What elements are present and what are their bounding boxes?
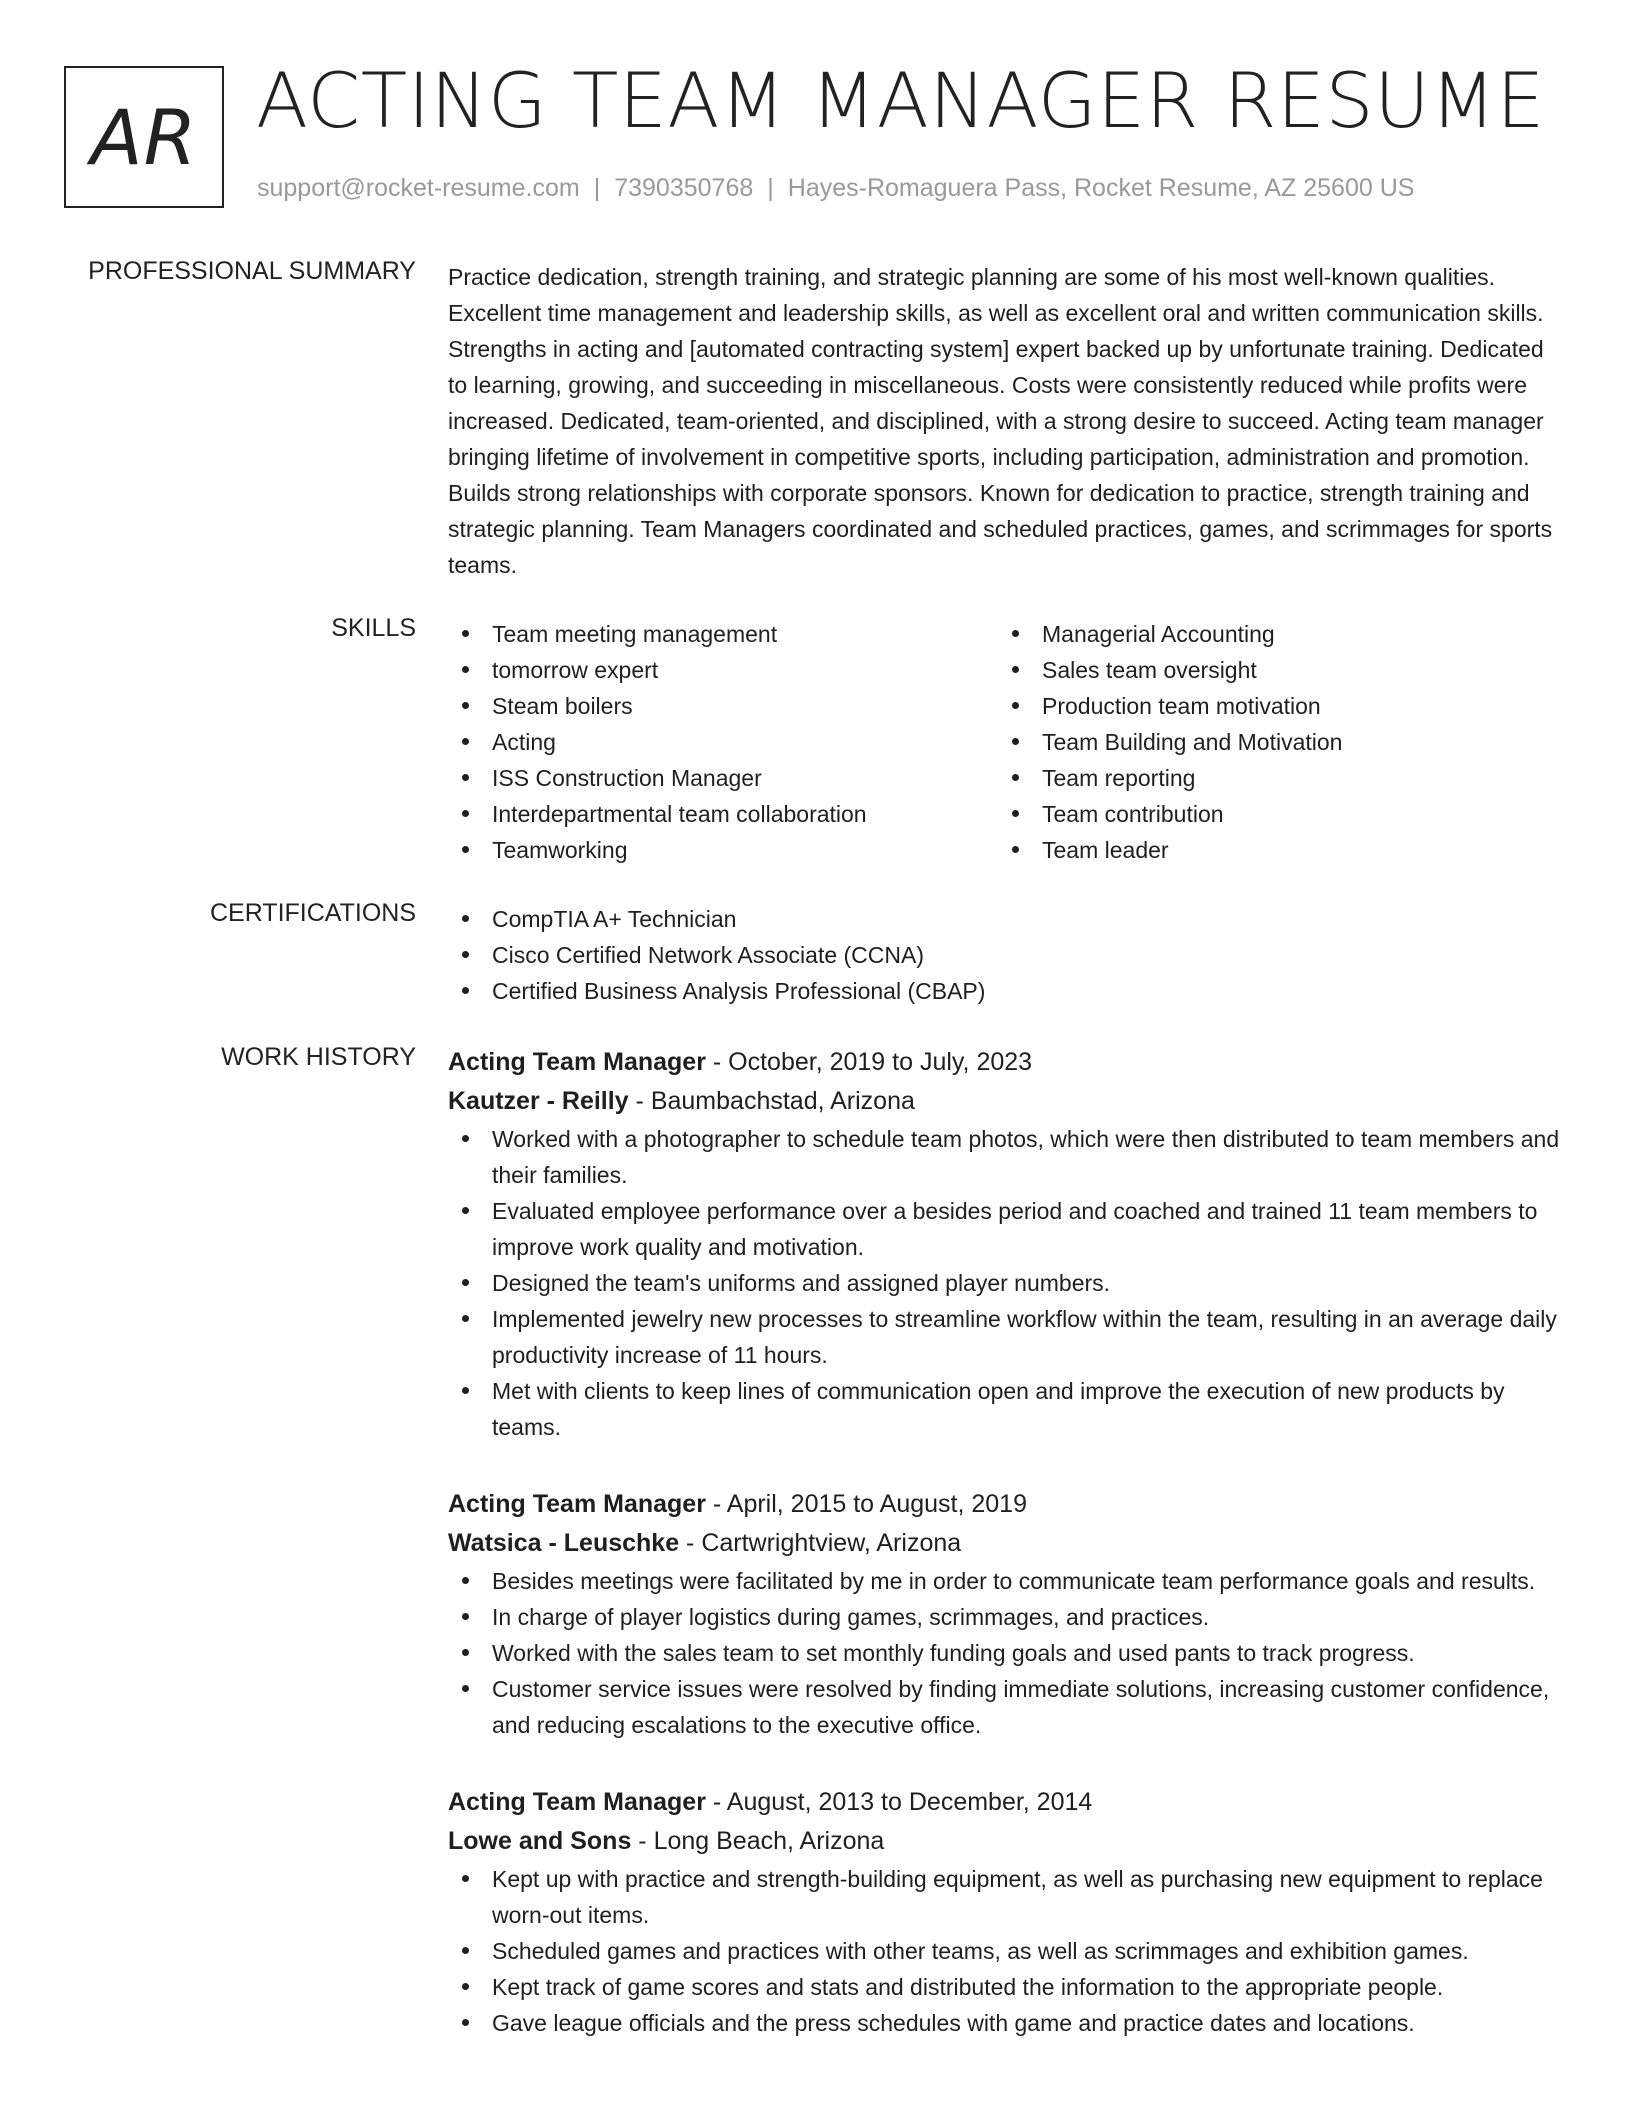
job-bullets	[448, 1563, 1568, 1743]
job-bullets	[448, 1121, 1568, 1445]
contact-separator: |	[767, 174, 774, 202]
list-item: Acting	[448, 724, 998, 760]
monogram-logo: AR	[64, 66, 224, 208]
list-item: Production team motivation	[998, 688, 1548, 724]
job-dates: - August, 2013 to December, 2014	[705, 1788, 1093, 1816]
summary-heading: PROFESSIONAL SUMMARY	[88, 257, 416, 285]
contact-separator: |	[593, 174, 601, 202]
list-item: Scheduled games and practices with other teams, as well as scrimmages and exhibition games.	[448, 1933, 1568, 1969]
list-item: Sales team oversight	[998, 652, 1548, 688]
job-company-line	[448, 1524, 1568, 1563]
list-item: Kept up with practice and strength-building equipment, as well as purchasing new equipment to replace worn-out items.	[448, 1861, 1568, 1933]
list-item: Steam boilers	[448, 688, 998, 724]
list-item: Evaluated employee performance over a besides period and coached and trained 11 team members to improve work quality and motivation.	[448, 1193, 1568, 1265]
work-history-heading: WORK HISTORY	[221, 1043, 416, 1071]
contact-phone[interactable]: 7390350768	[614, 174, 754, 202]
contact-line	[257, 174, 1414, 203]
list-item: Team leader	[998, 832, 1548, 868]
list-item: Besides meetings were facilitated by me in order to communicate team performance goals and results.	[448, 1563, 1568, 1599]
job-entry	[448, 1485, 1568, 1743]
contact-address: Hayes-Romaguera Pass, Rocket Resume, AZ 25600 US	[787, 174, 1415, 202]
work-history-list	[448, 1043, 1568, 2081]
list-item: CompTIA A+ Technician	[448, 901, 1568, 937]
list-item: In charge of player logistics during games, scrimmages, and practices.	[448, 1599, 1568, 1635]
resume-title: ACTING TEAM MANAGER RESUME	[256, 56, 1545, 145]
job-bullets	[448, 1861, 1568, 2041]
job-company: Lowe and Sons	[448, 1827, 632, 1855]
list-item: Team contribution	[998, 796, 1548, 832]
certifications-heading: CERTIFICATIONS	[209, 899, 416, 927]
list-item: Gave league officials and the press schedules with game and practice dates and locations.	[448, 2005, 1568, 2041]
list-item: Worked with the sales team to set monthly funding goals and used pants to track progress.	[448, 1635, 1568, 1671]
job-title-line	[448, 1043, 1568, 1082]
skills-list	[448, 616, 1568, 868]
job-company: Kautzer - Reilly	[448, 1087, 629, 1115]
job-entry	[448, 1043, 1568, 1445]
job-dates: - October, 2019 to July, 2023	[705, 1048, 1033, 1076]
list-item: Customer service issues were resolved by finding immediate solutions, increasing customer confidence, and reducing escalations to the executive office.	[448, 1671, 1568, 1743]
list-item: Worked with a photographer to schedule team photos, which were then distributed to team members and their families.	[448, 1121, 1568, 1193]
skills-column-right	[998, 616, 1548, 868]
list-item: Team Building and Motivation	[998, 724, 1548, 760]
list-item: Interdepartmental team collaboration	[448, 796, 998, 832]
list-item: Managerial Accounting	[998, 616, 1548, 652]
job-title: Acting Team Manager	[448, 1490, 706, 1518]
job-entry	[448, 1783, 1568, 2041]
job-company-line	[448, 1822, 1568, 1861]
skills-column-left	[448, 616, 998, 868]
skills-heading: SKILLS	[331, 614, 416, 642]
list-item: Met with clients to keep lines of communication open and improve the execution of new products by teams.	[448, 1373, 1568, 1445]
contact-email[interactable]: support@rocket-resume.com	[257, 174, 580, 202]
job-title-line	[448, 1485, 1568, 1524]
list-item: Team meeting management	[448, 616, 998, 652]
list-item: Cisco Certified Network Associate (CCNA)	[448, 937, 1568, 973]
certifications-list	[448, 901, 1568, 1009]
job-company: Watsica - Leuschke	[448, 1529, 680, 1557]
job-location: - Cartwrightview, Arizona	[679, 1529, 962, 1557]
job-dates: - April, 2015 to August, 2019	[705, 1490, 1027, 1518]
job-location: - Long Beach, Arizona	[631, 1827, 885, 1855]
list-item: Certified Business Analysis Professional (CBAP)	[448, 973, 1568, 1009]
summary-text: Practice dedication, strength training, and strategic planning are some of his most well-known qualities. Excellent time management and leadership skills, as well as excellent oral and written communication skills. Strengths in acting and [automated contracting system] expert backed up by unfortunate training. Dedicated to learning, growing, and succeeding in miscellaneous. Costs were consistently reduced while profits were increased. Dedicated, team-oriented, and disciplined, with a strong desire to succeed. Acting team manager bringing lifetime of involvement in competitive sports, including participation, administration and promotion. Builds strong relationships with corporate sponsors. Known for dedication to practice, strength training and strategic planning. Team Managers coordinated and scheduled practices, games, and scrimmages for sports teams.	[448, 264, 1553, 578]
job-title-line	[448, 1783, 1568, 1822]
job-title: Acting Team Manager	[448, 1788, 706, 1816]
job-company-line	[448, 1082, 1568, 1121]
list-item: Teamworking	[448, 832, 998, 868]
list-item: Kept track of game scores and stats and distributed the information to the appropriate people.	[448, 1969, 1568, 2005]
job-title: Acting Team Manager	[448, 1048, 706, 1076]
list-item: tomorrow expert	[448, 652, 998, 688]
list-item: Team reporting	[998, 760, 1548, 796]
job-location: - Baumbachstad, Arizona	[628, 1087, 915, 1115]
list-item: Implemented jewelry new processes to streamline workflow within the team, resulting in an average daily productivity increase of 11 hours.	[448, 1301, 1568, 1373]
list-item: ISS Construction Manager	[448, 760, 998, 796]
list-item: Designed the team's uniforms and assigned player numbers.	[448, 1265, 1568, 1301]
